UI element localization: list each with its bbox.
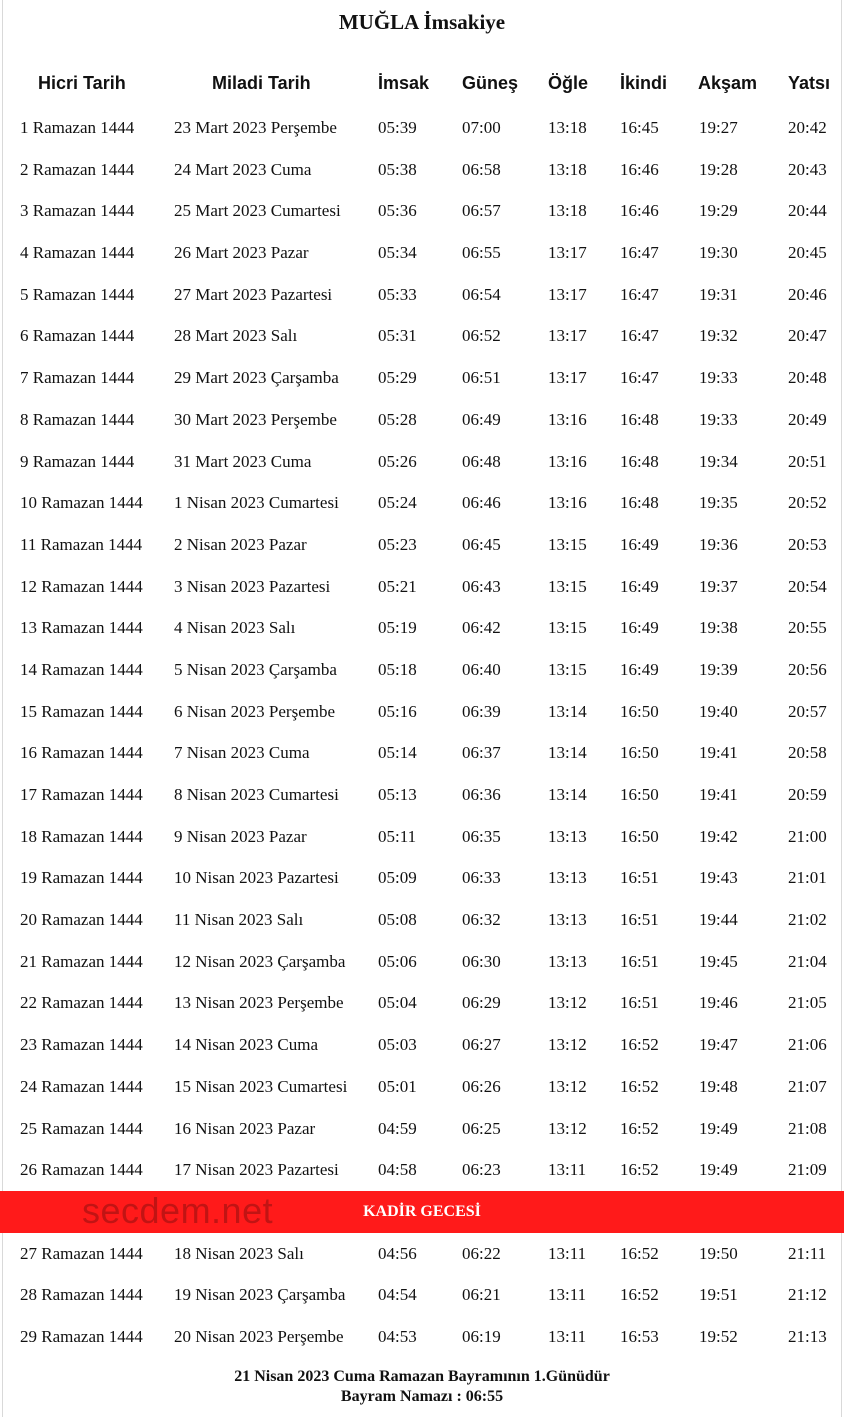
cell-gunes-time: 06:43 (462, 576, 501, 596)
cell-hicri-date: 17 Ramazan 1444 (20, 785, 143, 804)
cell-hicri-date: 1 Ramazan 1444 (20, 118, 135, 137)
cell-gunes-time: 06:21 (462, 1285, 501, 1305)
table-row (0, 1274, 844, 1316)
cell-miladi-date: 23 Mart 2023 Perşembe (174, 118, 337, 137)
cell-yatsi-time: 21:13 (788, 1326, 827, 1346)
cell-ikindi-time: 16:49 (620, 576, 659, 596)
cell-aksam-time: 19:30 (699, 243, 738, 263)
cell-gunes-time: 06:32 (462, 910, 501, 930)
cell-yatsi-time: 20:59 (788, 785, 827, 804)
table-row (0, 274, 844, 316)
cell-hicri-date: 3 Ramazan 1444 (20, 201, 135, 221)
cell-miladi-date: 29 Mart 2023 Çarşamba (174, 368, 339, 388)
cell-hicri-date: 14 Ramazan 1444 (20, 659, 143, 679)
cell-imsak-time: 05:21 (378, 576, 417, 596)
cell-gunes-time: 06:37 (462, 743, 501, 763)
cell-imsak-time: 05:09 (378, 868, 417, 888)
table-row (0, 941, 844, 983)
footer-note (0, 1367, 844, 1407)
cell-gunes-time: 06:22 (462, 1243, 501, 1263)
cell-hicri-date: 13 Ramazan 1444 (20, 618, 143, 638)
cell-ikindi-time: 16:47 (620, 326, 659, 346)
cell-miladi-date: 5 Nisan 2023 Çarşamba (174, 659, 337, 679)
cell-ikindi-time: 16:48 (620, 493, 659, 513)
column-header-gunes: Güneş (462, 73, 519, 93)
cell-aksam-time: 19:28 (699, 159, 738, 179)
cell-miladi-date: 17 Nisan 2023 Pazartesi (174, 1160, 339, 1180)
cell-miladi-date: 3 Nisan 2023 Pazartesi (174, 576, 331, 596)
cell-ikindi-time: 16:49 (620, 618, 659, 638)
cell-miladi-date: 19 Nisan 2023 Çarşamba (174, 1285, 346, 1305)
cell-yatsi-time: 20:55 (788, 618, 827, 638)
cell-aksam-time: 19:42 (699, 826, 738, 846)
cell-ikindi-time: 16:46 (620, 201, 659, 221)
cell-ogle-time: 13:11 (548, 1285, 587, 1305)
cell-imsak-time: 05:11 (378, 826, 417, 846)
table-row (0, 1316, 844, 1358)
cell-gunes-time: 06:51 (462, 368, 501, 388)
table-row (0, 1233, 844, 1275)
cell-gunes-time: 06:57 (462, 201, 501, 221)
table-row (0, 1149, 844, 1191)
cell-miladi-date: 30 Mart 2023 Perşembe (174, 409, 337, 429)
cell-miladi-date: 4 Nisan 2023 Salı (174, 618, 296, 638)
table-row (0, 857, 844, 899)
cell-gunes-time: 06:27 (462, 1035, 501, 1055)
cell-aksam-time: 19:46 (699, 993, 738, 1013)
cell-hicri-date: 7 Ramazan 1444 (20, 368, 135, 388)
cell-ikindi-time: 16:50 (620, 785, 659, 804)
cell-miladi-date: 20 Nisan 2023 Perşembe (174, 1326, 344, 1346)
cell-ogle-time: 13:12 (548, 1035, 587, 1055)
cell-ikindi-time: 16:47 (620, 243, 659, 263)
cell-aksam-time: 19:43 (699, 868, 738, 888)
cell-ikindi-time: 16:51 (620, 910, 659, 930)
cell-gunes-time: 06:33 (462, 868, 501, 888)
cell-miladi-date: 31 Mart 2023 Cuma (174, 451, 312, 471)
cell-miladi-date: 26 Mart 2023 Pazar (174, 243, 309, 263)
table-row (0, 482, 844, 524)
cell-imsak-time: 05:03 (378, 1035, 417, 1055)
table-row (0, 1108, 844, 1150)
banner-label: KADİR GECESİ (363, 1202, 481, 1220)
table-row (0, 691, 844, 733)
column-header-hicri: Hicri Tarih (38, 73, 126, 93)
cell-hicri-date: 5 Ramazan 1444 (20, 284, 135, 304)
cell-yatsi-time: 21:01 (788, 868, 827, 888)
cell-aksam-time: 19:47 (699, 1035, 738, 1055)
cell-miladi-date: 24 Mart 2023 Cuma (174, 159, 312, 179)
cell-hicri-date: 11 Ramazan 1444 (20, 534, 143, 554)
cell-hicri-date: 18 Ramazan 1444 (20, 826, 143, 846)
cell-imsak-time: 04:53 (378, 1326, 417, 1346)
cell-miladi-date: 8 Nisan 2023 Cumartesi (174, 785, 339, 804)
table-row (0, 649, 844, 691)
cell-miladi-date: 16 Nisan 2023 Pazar (174, 1118, 316, 1138)
cell-aksam-time: 19:52 (699, 1326, 738, 1346)
cell-aksam-time: 19:49 (699, 1118, 738, 1138)
cell-ogle-time: 13:15 (548, 618, 587, 638)
table-row (0, 982, 844, 1024)
cell-aksam-time: 19:34 (699, 451, 738, 471)
cell-imsak-time: 04:58 (378, 1160, 417, 1180)
table-row (0, 1024, 844, 1066)
column-header-imsak: İmsak (378, 73, 430, 93)
cell-imsak-time: 05:31 (378, 326, 417, 346)
cell-yatsi-time: 21:00 (788, 826, 827, 846)
cell-imsak-time: 05:33 (378, 284, 417, 304)
cell-hicri-date: 24 Ramazan 1444 (20, 1076, 143, 1096)
cell-aksam-time: 19:48 (699, 1076, 738, 1096)
cell-miladi-date: 15 Nisan 2023 Cumartesi (174, 1076, 348, 1096)
cell-ikindi-time: 16:51 (620, 868, 659, 888)
cell-imsak-time: 05:19 (378, 618, 417, 638)
cell-ikindi-time: 16:50 (620, 701, 659, 721)
cell-imsak-time: 05:18 (378, 659, 417, 679)
table-row (0, 190, 844, 232)
cell-gunes-time: 06:42 (462, 618, 501, 638)
cell-imsak-time: 05:39 (378, 118, 417, 137)
cell-gunes-time: 06:19 (462, 1326, 501, 1346)
cell-imsak-time: 05:23 (378, 534, 417, 554)
cell-miladi-date: 10 Nisan 2023 Pazartesi (174, 868, 339, 888)
cell-imsak-time: 04:59 (378, 1118, 417, 1138)
cell-ogle-time: 13:12 (548, 1118, 587, 1138)
table-row (0, 1066, 844, 1108)
cell-imsak-time: 04:54 (378, 1285, 417, 1305)
cell-ogle-time: 13:11 (548, 1243, 587, 1263)
cell-miladi-date: 1 Nisan 2023 Cumartesi (174, 493, 339, 513)
cell-imsak-time: 05:13 (378, 785, 417, 804)
cell-miladi-date: 2 Nisan 2023 Pazar (174, 534, 307, 554)
cell-ogle-time: 13:18 (548, 118, 587, 137)
cell-aksam-time: 19:49 (699, 1160, 738, 1180)
cell-imsak-time: 05:38 (378, 159, 417, 179)
cell-gunes-time: 06:30 (462, 951, 501, 971)
cell-ogle-time: 13:14 (548, 743, 587, 763)
kadir-gecesi-banner (0, 1191, 844, 1233)
cell-imsak-time: 05:29 (378, 368, 417, 388)
cell-ikindi-time: 16:52 (620, 1076, 659, 1096)
cell-yatsi-time: 20:49 (788, 409, 827, 429)
cell-aksam-time: 19:27 (699, 118, 738, 137)
cell-hicri-date: 21 Ramazan 1444 (20, 951, 143, 971)
cell-miladi-date: 28 Mart 2023 Salı (174, 326, 298, 346)
cell-yatsi-time: 20:52 (788, 493, 827, 513)
cell-yatsi-time: 20:42 (788, 118, 827, 137)
cell-hicri-date: 4 Ramazan 1444 (20, 243, 135, 263)
cell-gunes-time: 06:25 (462, 1118, 501, 1138)
cell-miladi-date: 7 Nisan 2023 Cuma (174, 743, 310, 763)
cell-ogle-time: 13:13 (548, 951, 587, 971)
watermark-text: secdem.net (82, 1189, 274, 1231)
cell-yatsi-time: 21:04 (788, 951, 827, 971)
cell-aksam-time: 19:36 (699, 534, 738, 554)
cell-yatsi-time: 20:44 (788, 201, 827, 221)
cell-yatsi-time: 21:02 (788, 910, 827, 930)
cell-gunes-time: 06:45 (462, 534, 501, 554)
cell-ogle-time: 13:14 (548, 785, 587, 804)
cell-hicri-date: 12 Ramazan 1444 (20, 576, 143, 596)
table-row (0, 607, 844, 649)
cell-ikindi-time: 16:47 (620, 284, 659, 304)
cell-imsak-time: 05:14 (378, 743, 417, 763)
cell-hicri-date: 23 Ramazan 1444 (20, 1035, 143, 1055)
cell-gunes-time: 06:52 (462, 326, 501, 346)
cell-aksam-time: 19:40 (699, 701, 738, 721)
cell-imsak-time: 05:08 (378, 910, 417, 930)
cell-aksam-time: 19:39 (699, 659, 738, 679)
table-row (0, 232, 844, 274)
cell-ikindi-time: 16:52 (620, 1160, 659, 1180)
cell-ogle-time: 13:16 (548, 493, 587, 513)
cell-ikindi-time: 16:52 (620, 1285, 659, 1305)
cell-ogle-time: 13:12 (548, 1076, 587, 1096)
cell-ogle-time: 13:15 (548, 576, 587, 596)
cell-ogle-time: 13:17 (548, 243, 587, 263)
cell-ogle-time: 13:11 (548, 1326, 587, 1346)
cell-yatsi-time: 20:51 (788, 451, 827, 471)
cell-ogle-time: 13:15 (548, 659, 587, 679)
cell-ikindi-time: 16:46 (620, 159, 659, 179)
table-row (0, 107, 844, 149)
column-header-yatsi: Yatsı (788, 73, 831, 93)
cell-ogle-time: 13:13 (548, 826, 587, 846)
cell-aksam-time: 19:33 (699, 368, 738, 388)
cell-aksam-time: 19:31 (699, 284, 738, 304)
cell-ikindi-time: 16:49 (620, 534, 659, 554)
cell-ikindi-time: 16:48 (620, 409, 659, 429)
cell-yatsi-time: 20:57 (788, 701, 827, 721)
cell-ogle-time: 13:13 (548, 868, 587, 888)
cell-aksam-time: 19:41 (699, 743, 738, 763)
table-row (0, 399, 844, 441)
cell-imsak-time: 05:24 (378, 493, 417, 513)
cell-imsak-time: 05:28 (378, 409, 417, 429)
cell-aksam-time: 19:37 (699, 576, 738, 596)
table-row (0, 732, 844, 774)
cell-ikindi-time: 16:49 (620, 659, 659, 679)
cell-gunes-time: 06:39 (462, 701, 501, 721)
cell-ogle-time: 13:16 (548, 409, 587, 429)
cell-yatsi-time: 20:47 (788, 326, 827, 346)
cell-hicri-date: 19 Ramazan 1444 (20, 868, 143, 888)
cell-miladi-date: 25 Mart 2023 Cumartesi (174, 201, 341, 221)
cell-yatsi-time: 21:06 (788, 1035, 827, 1055)
table-row (0, 899, 844, 941)
cell-ogle-time: 13:17 (548, 284, 587, 304)
cell-gunes-time: 06:46 (462, 493, 501, 513)
table-row (0, 816, 844, 858)
cell-aksam-time: 19:32 (699, 326, 738, 346)
cell-gunes-time: 06:48 (462, 451, 501, 471)
table-row (0, 524, 844, 566)
cell-hicri-date: 25 Ramazan 1444 (20, 1118, 143, 1138)
cell-hicri-date: 8 Ramazan 1444 (20, 409, 135, 429)
page-title: MUĞLA İmsakiye (338, 10, 506, 34)
cell-hicri-date: 29 Ramazan 1444 (20, 1326, 143, 1346)
cell-gunes-time: 06:49 (462, 409, 501, 429)
cell-imsak-time: 05:04 (378, 993, 417, 1013)
table-header (0, 73, 844, 99)
cell-ogle-time: 13:12 (548, 993, 587, 1013)
cell-gunes-time: 06:55 (462, 243, 501, 263)
column-header-ikindi: İkindi (620, 73, 668, 93)
table-row (0, 357, 844, 399)
cell-aksam-time: 19:51 (699, 1285, 738, 1305)
cell-gunes-time: 06:23 (462, 1160, 501, 1180)
cell-imsak-time: 05:36 (378, 201, 417, 221)
cell-hicri-date: 16 Ramazan 1444 (20, 743, 143, 763)
cell-miladi-date: 18 Nisan 2023 Salı (174, 1243, 304, 1263)
table-row (0, 315, 844, 357)
cell-imsak-time: 04:56 (378, 1243, 417, 1263)
cell-yatsi-time: 21:07 (788, 1076, 827, 1096)
cell-hicri-date: 15 Ramazan 1444 (20, 701, 143, 721)
cell-ikindi-time: 16:50 (620, 743, 659, 763)
cell-ikindi-time: 16:52 (620, 1035, 659, 1055)
cell-ikindi-time: 16:51 (620, 993, 659, 1013)
cell-miladi-date: 9 Nisan 2023 Pazar (174, 826, 307, 846)
cell-gunes-time: 06:40 (462, 659, 501, 679)
cell-imsak-time: 05:34 (378, 243, 417, 263)
cell-gunes-time: 06:29 (462, 993, 501, 1013)
cell-ikindi-time: 16:52 (620, 1118, 659, 1138)
cell-ogle-time: 13:18 (548, 201, 587, 221)
cell-ogle-time: 13:17 (548, 326, 587, 346)
cell-ogle-time: 13:17 (548, 368, 587, 388)
cell-hicri-date: 9 Ramazan 1444 (20, 451, 135, 471)
timetable-body (0, 107, 844, 1358)
cell-hicri-date: 6 Ramazan 1444 (20, 326, 135, 346)
cell-hicri-date: 28 Ramazan 1444 (20, 1285, 143, 1305)
cell-aksam-time: 19:45 (699, 951, 738, 971)
cell-hicri-date: 26 Ramazan 1444 (20, 1160, 143, 1180)
cell-ikindi-time: 16:48 (620, 451, 659, 471)
cell-yatsi-time: 20:56 (788, 659, 827, 679)
cell-yatsi-time: 20:46 (788, 284, 827, 304)
cell-gunes-time: 06:26 (462, 1076, 501, 1096)
cell-ogle-time: 13:15 (548, 534, 587, 554)
cell-aksam-time: 19:33 (699, 409, 738, 429)
table-row (0, 149, 844, 191)
cell-miladi-date: 27 Mart 2023 Pazartesi (174, 284, 333, 304)
cell-imsak-time: 05:16 (378, 701, 417, 721)
column-header-ogle: Öğle (548, 73, 589, 93)
cell-miladi-date: 12 Nisan 2023 Çarşamba (174, 951, 346, 971)
cell-miladi-date: 11 Nisan 2023 Salı (174, 910, 304, 930)
cell-yatsi-time: 20:53 (788, 534, 827, 554)
cell-yatsi-time: 21:05 (788, 993, 827, 1013)
cell-gunes-time: 07:00 (462, 118, 501, 137)
cell-aksam-time: 19:41 (699, 785, 738, 804)
cell-gunes-time: 06:54 (462, 284, 501, 304)
cell-yatsi-time: 21:08 (788, 1118, 827, 1138)
cell-ikindi-time: 16:51 (620, 951, 659, 971)
cell-gunes-time: 06:58 (462, 159, 501, 179)
cell-yatsi-time: 20:48 (788, 368, 827, 388)
cell-imsak-time: 05:01 (378, 1076, 417, 1096)
cell-gunes-time: 06:35 (462, 826, 501, 846)
cell-yatsi-time: 20:58 (788, 743, 827, 763)
cell-aksam-time: 19:50 (699, 1243, 738, 1263)
cell-aksam-time: 19:29 (699, 201, 738, 221)
cell-hicri-date: 22 Ramazan 1444 (20, 993, 143, 1013)
cell-yatsi-time: 21:11 (788, 1243, 827, 1263)
cell-ikindi-time: 16:52 (620, 1243, 659, 1263)
cell-ikindi-time: 16:45 (620, 118, 659, 137)
cell-aksam-time: 19:35 (699, 493, 738, 513)
cell-yatsi-time: 20:43 (788, 159, 827, 179)
footer-bayram-date: 21 Nisan 2023 Cuma Ramazan Bayramının 1.Günüdür (234, 1368, 610, 1385)
cell-ikindi-time: 16:50 (620, 826, 659, 846)
cell-hicri-date: 2 Ramazan 1444 (20, 159, 135, 179)
cell-yatsi-time: 21:09 (788, 1160, 827, 1180)
cell-imsak-time: 05:26 (378, 451, 417, 471)
cell-hicri-date: 27 Ramazan 1444 (20, 1243, 143, 1263)
cell-yatsi-time: 21:12 (788, 1285, 827, 1305)
cell-yatsi-time: 20:54 (788, 576, 827, 596)
cell-ogle-time: 13:18 (548, 159, 587, 179)
column-header-miladi: Miladi Tarih (212, 73, 311, 93)
cell-ogle-time: 13:11 (548, 1160, 587, 1180)
cell-aksam-time: 19:44 (699, 910, 738, 930)
cell-ikindi-time: 16:47 (620, 368, 659, 388)
cell-ikindi-time: 16:53 (620, 1326, 659, 1346)
table-row (0, 441, 844, 483)
cell-gunes-time: 06:36 (462, 785, 501, 804)
cell-ogle-time: 13:16 (548, 451, 587, 471)
cell-yatsi-time: 20:45 (788, 243, 827, 263)
table-row (0, 774, 844, 816)
cell-hicri-date: 20 Ramazan 1444 (20, 910, 143, 930)
cell-miladi-date: 14 Nisan 2023 Cuma (174, 1035, 319, 1055)
footer-bayram-prayer-time: Bayram Namazı : 06:55 (340, 1388, 504, 1405)
table-row (0, 566, 844, 608)
cell-aksam-time: 19:38 (699, 618, 738, 638)
cell-hicri-date: 10 Ramazan 1444 (20, 493, 143, 513)
cell-ogle-time: 13:14 (548, 701, 587, 721)
column-header-aksam: Akşam (698, 73, 758, 93)
cell-miladi-date: 13 Nisan 2023 Perşembe (174, 993, 344, 1013)
cell-ogle-time: 13:13 (548, 910, 587, 930)
cell-imsak-time: 05:06 (378, 951, 417, 971)
cell-miladi-date: 6 Nisan 2023 Perşembe (174, 701, 336, 721)
